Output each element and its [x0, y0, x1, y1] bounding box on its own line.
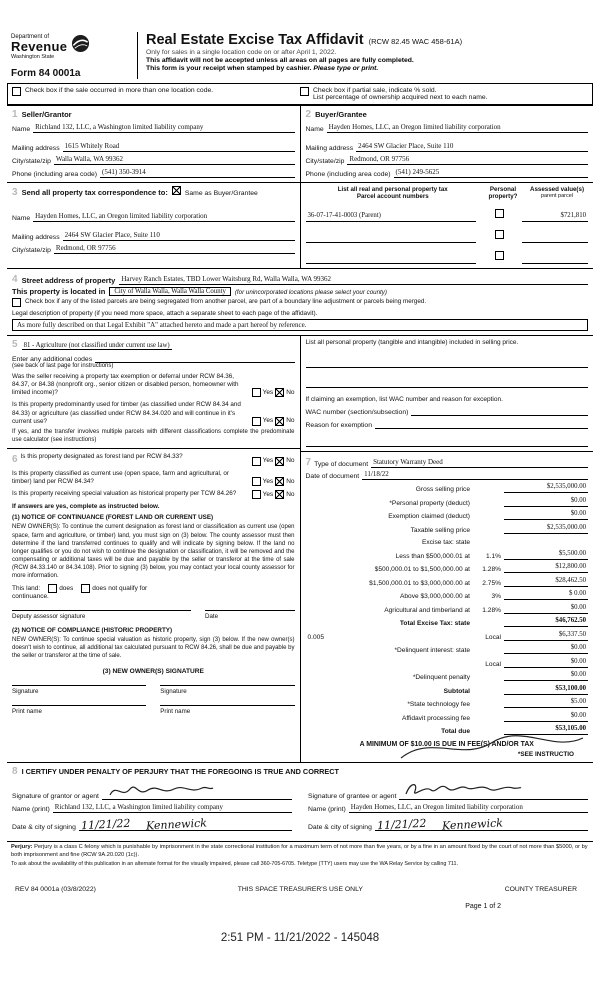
document-type-field[interactable]: Statutory Warranty Deed [371, 458, 588, 468]
minimum-fee-note: A MINIMUM OF $10.00 IS DUE IN FEE(S) AND/OR TAX [359, 741, 534, 749]
buyer-phone-field[interactable]: (541) 249-5625 [394, 168, 588, 178]
correspondence-name-field[interactable]: Hayden Homes, LLC, an Oregon limited liability corporation [33, 212, 294, 222]
buyer-name-field[interactable]: Hayden Homes, LLC, an Oregon limited liability corporation [327, 123, 588, 133]
tax-value-field [504, 537, 588, 546]
seller-csz-field[interactable]: Walla Walla, WA 99362 [54, 155, 295, 165]
compliance-body: NEW OWNER(S): To continue special valuation as historic property, sign (3) below. If the new owner(s) doesn't wish to continue, all additional tax calculated pursuant to RCW 84.26, shall be due and payable by the seller or transferor at the time of sale. [12, 637, 295, 660]
personal-property-section [301, 336, 594, 451]
grantor-signature-line[interactable] [102, 785, 292, 800]
buyer-section [301, 106, 594, 182]
tax-value-field[interactable]: $53,100.00 [504, 685, 588, 695]
exemption-claim-label: If claiming an exemption, list WAC number and reason for exception. [305, 395, 503, 403]
tax-value-field[interactable]: $2,535,000.00 [504, 483, 588, 493]
forest-question-1: 6 Is this property designated as forest land per RCW 84.33? Yes No [12, 453, 295, 466]
grantor-date-label: Date & city of signing [12, 824, 76, 832]
forest-question-2: Is this property classified as current use (open space, farm and agricultural, or timber) land per RCW 84.34? Yes No [12, 470, 295, 486]
tax-row: Agricultural and timberland at 1.28% $0.00 [384, 603, 586, 614]
additional-codes-label: Enter any additional codes [12, 355, 93, 363]
agency-block [7, 32, 137, 79]
owner-printname-row: Print name Print name [12, 705, 295, 715]
treasurer-space-label: THIS SPACE TREASURER'S USE ONLY [237, 886, 363, 894]
owner-printname-line[interactable] [160, 705, 294, 707]
owner-signature-line[interactable] [160, 685, 294, 687]
grantee-signature [403, 779, 523, 801]
grantee-certification [308, 782, 588, 831]
personal-property-checkbox[interactable] [495, 209, 504, 218]
seller-mailing-label: Mailing address [12, 145, 60, 152]
owner-signature-line[interactable] [12, 685, 146, 687]
tax-row: $500,000.01 to $1,500,000.00 at 1.28% $12,800.00 [374, 563, 586, 574]
street-address-field[interactable]: Harvey Ranch Estates, TBD Lower Waitsburg Rd, Walla Walla, WA 99362 [119, 275, 588, 285]
seller-heading: Seller/Grantor [21, 110, 72, 119]
alternate-format-note: To ask about the availability of this publication in an alternate format for the visually impaired, please call 360-705-6705. Teletype (TTY) users may use the WA Relay Service by calling 711. [11, 860, 458, 867]
revenue-logo-icon [71, 34, 90, 53]
grantee-date-label: Date & city of signing [308, 824, 372, 832]
tax-value-field[interactable]: $5.00 [504, 698, 588, 708]
tax-row: *Delinquent interest: state $0.00 [394, 644, 586, 655]
county-treasurer-label: COUNTY TREASURER [504, 886, 577, 894]
q1-yes-checkbox[interactable] [252, 388, 261, 397]
header-note-2: This affidavit will not be accepted unless all areas on all pages are fully completed. [146, 57, 414, 64]
correspondence-mailing-field[interactable]: 2464 SW Glacier Place, Suite 110 [63, 231, 295, 241]
title-block [137, 32, 593, 79]
correspondence-heading: Send all property tax correspondence to: [21, 188, 168, 197]
tax-row: Exemption claimed (deduct) $0.00 [388, 510, 586, 521]
tax-row: $1,500,000.01 to $3,000,000.00 at 2.75% $28,462.50 [369, 576, 586, 587]
grantee-signature-line[interactable] [399, 785, 588, 800]
parcel-table [301, 183, 594, 268]
print-timestamp: 2:51 PM - 11/21/2022 - 145048 [220, 932, 380, 945]
grantor-certification [12, 782, 292, 831]
section-3-number: 3 [12, 187, 18, 198]
buyer-name-label: Name [305, 126, 324, 133]
tax-row: Taxable selling price $2,535,000.00 [410, 523, 586, 534]
if-yes-note: If answers are yes, complete as instructed below. [12, 503, 160, 511]
land-qualify-row: This land: does does not qualify for [12, 585, 148, 593]
washington-state-label: Washington State [11, 54, 55, 60]
document-date-field[interactable]: 11/18/22 [362, 470, 588, 480]
document-date-label: Date of document [305, 472, 360, 480]
parcel-row [306, 225, 589, 243]
multiple-parcels-note: If yes, and the transfer involves multiple parcels with different classifications complete the predominate use calculator (see instructions) [12, 428, 295, 443]
forest-question-3: Is this property receiving special valuation as historical property per TCW 84.26? Yes No [12, 490, 295, 498]
tax-value-field[interactable]: $ 0.00 [504, 590, 588, 600]
tax-row: Local $0.00 [485, 657, 586, 668]
buyer-mailing-label: Mailing address [305, 145, 354, 152]
tax-value-field[interactable]: $0.00 [504, 604, 588, 614]
personal-property-line[interactable] [306, 378, 589, 388]
seller-name-label: Name [12, 126, 31, 133]
reason-exemption-label: Reason for exemption [305, 421, 372, 429]
tax-value-field[interactable]: $0.00 [504, 510, 588, 520]
timber-question: Is this property predominantly used for timber (as classified under RCW 84.34 and 84.33) or agriculture (as classified under RCW 84.34.020 and will continue in it's current use? Yes No [12, 401, 295, 425]
reason-exemption-field[interactable] [375, 419, 588, 429]
parcel-number-field[interactable]: 36-07-17-41-0003 (Parent) [306, 212, 477, 222]
parcel-column-header: List all real and personal property tax Parcel account numbers [337, 186, 448, 201]
tax-value-field[interactable]: $2,535,000.00 [504, 524, 588, 534]
revenue-label: Revenue [11, 39, 68, 54]
parcel-number-field[interactable] [306, 233, 477, 243]
continuance-word: continuance. [12, 593, 49, 601]
personal-property-column-header: Personal property? [488, 186, 518, 201]
parcel-row [306, 204, 589, 222]
seller-phone-label: Phone (including area code) [12, 171, 98, 178]
form-header [7, 32, 593, 79]
tax-row: Gross selling price $2,535,000.00 [415, 483, 586, 494]
forest-q1-no-checkbox[interactable] [275, 457, 284, 466]
footer-row [7, 886, 593, 893]
deputy-signature-label: Deputy assessor signature [12, 613, 86, 621]
perjury-lead: Perjury: [11, 844, 33, 851]
q1-no-checkbox[interactable] [275, 388, 284, 397]
compliance-title: (2) NOTICE OF COMPLIANCE (HISTORIC PROPERTY) [12, 627, 173, 635]
reason-exemption-line[interactable] [306, 437, 589, 447]
buyer-csz-label: City/state/zip [305, 158, 345, 165]
certification-section [7, 762, 593, 836]
main-columns [7, 335, 593, 763]
section-5-number: 5 [12, 338, 18, 350]
buyer-heading: Buyer/Grantee [315, 110, 367, 119]
tax-value-field[interactable]: $46,762.50 [504, 617, 588, 627]
wac-number-label: WAC number (section/subsection) [305, 408, 409, 416]
buyer-csz-field[interactable]: Redmond, OR 97756 [347, 155, 588, 165]
section-6-number: 6 [12, 454, 18, 466]
deputy-date-label: Date [205, 613, 219, 621]
seller-phone-field[interactable]: (541) 350-3914 [100, 168, 294, 178]
tax-value-field[interactable]: $53,105.00 [504, 725, 588, 735]
forest-q1-yes-checkbox[interactable] [252, 457, 261, 466]
multiple-location-checkbox[interactable] [12, 87, 21, 96]
tax-value-field[interactable]: $0.00 [504, 671, 588, 681]
land-does-not-checkbox[interactable] [81, 584, 90, 593]
section-1-number: 1 [12, 109, 18, 120]
tax-row: Affidavit processing fee $0.00 [401, 711, 586, 722]
buyer-phone-label: Phone (including area code) [305, 171, 391, 178]
correspondence-mailing-label: Mailing address [12, 234, 60, 241]
page-number: Page 1 of 2 [465, 903, 501, 911]
perjury-body: Perjury is a class C felony which is punishable by imprisonment in the state correctional institution for a maximum term of not more than five years, or by a fine in an amount fixed by the court of not more than $5000, or by both imprisonment and fine (RCW 9A.20.020 (1c)). [11, 844, 588, 859]
assessed-value-field[interactable]: $721,810 [522, 212, 588, 222]
tax-row: Less than $500,000.01 at 1.1% $5,500.00 [395, 549, 586, 560]
q2-no-checkbox[interactable] [275, 417, 284, 426]
tax-value-field[interactable]: $0.00 [504, 658, 588, 668]
legal-description-label: Legal description of property (if you need more space, attach a separate sheet to each page of the affidavit). [12, 309, 318, 317]
personal-property-checkbox[interactable] [495, 230, 504, 239]
seller-mailing-field[interactable]: 1615 Whitely Road [63, 142, 295, 152]
grantee-date-handwriting: 11/21/22 [376, 817, 427, 833]
affidavit-page [7, 0, 593, 944]
forest-land-section [7, 449, 300, 719]
grantor-city-handwriting: Kennewick [145, 816, 208, 833]
tax-value-field[interactable]: $12,800.00 [504, 563, 588, 573]
rev-number: REV 84 0001a (03/8/2022) [15, 886, 96, 894]
segregated-label: Check box if any of the listed parcels are being segregated from another parcel, are part of a boundary line adjustment or parcels being merged. [25, 297, 427, 305]
assessed-value-field[interactable] [522, 254, 588, 264]
page-title: Real Estate Excise Tax Affidavit [146, 32, 364, 48]
dept-of-label: Department of [11, 34, 50, 40]
tax-row: *Delinquent penalty $0.00 [412, 671, 586, 682]
assessed-value-column-header: Assessed value(s) parent parcel [526, 186, 588, 201]
grantor-signature-label: Signature of grantor or agent [12, 793, 99, 801]
owner-signature-row: Signature Signature [12, 685, 295, 695]
parties-section [7, 105, 593, 182]
tax-row: Total Excise Tax: state $46,762.50 [399, 617, 586, 628]
top-options-band [7, 83, 593, 105]
parcel-row [306, 246, 589, 264]
grantee-city-handwriting: Kennewick [441, 816, 504, 833]
section-2-number: 2 [305, 109, 312, 120]
parcel-number-field[interactable] [306, 254, 477, 264]
land-use-code-field[interactable]: 81 - Agriculture (not classified under current use law) [23, 341, 170, 349]
forest-q2-no-checkbox[interactable] [275, 477, 284, 486]
same-as-buyer-checkbox[interactable] [172, 186, 181, 195]
certification-title: I CERTIFY UNDER PENALTY OF PERJURY THAT THE FOREGOING IS TRUE AND CORRECT [21, 767, 339, 777]
segregated-checkbox[interactable] [12, 298, 21, 307]
street-address-label: Street address of property [21, 275, 116, 285]
document-type-label: Type of document [314, 460, 369, 468]
seller-csz-label: City/state/zip [12, 158, 51, 165]
tax-value-field[interactable]: $0.00 [504, 497, 588, 507]
forest-q3-no-checkbox[interactable] [275, 490, 284, 499]
tax-computation-section [301, 452, 594, 763]
header-note-1: Only for sales in a single location code on or after April 1, 2022. [146, 49, 337, 56]
owner-printname-line[interactable] [12, 705, 146, 707]
deputy-date-line[interactable] [205, 610, 295, 612]
header-note-3: This form is your receipt when stamped by cashier. Please type or print. [146, 65, 379, 72]
correspondence-csz-label: City/state/zip [12, 247, 51, 254]
wac-number-field[interactable] [411, 406, 588, 416]
grantor-name-field[interactable]: Richland 132, LLC, a Washington limited liability company [53, 803, 292, 813]
tax-row: Excise tax: state [306, 537, 589, 546]
new-owner-signature-title: (3) NEW OWNER(S) SIGNATURE [102, 668, 204, 676]
legal-description-field[interactable]: As more fully described on that Legal Exhibit "A" attached hereto and made a part hereof by reference. [12, 319, 588, 331]
forest-q2-yes-checkbox[interactable] [252, 477, 261, 486]
section-4-number: 4 [12, 273, 18, 285]
buyer-mailing-field[interactable]: 2464 SW Glacier Place, Suite 110 [356, 142, 588, 152]
section-8-number: 8 [12, 766, 18, 778]
same-as-buyer-label: Same as Buyer/Grantee [184, 190, 258, 197]
tax-value-field[interactable]: $0.00 [504, 712, 588, 722]
continuance-title: (1) NOTICE OF CONTINUANCE (FOREST LAND OR CURRENT USE) [12, 514, 214, 522]
multiple-location-label: Check box if the sale occurred in more than one location code. [25, 87, 214, 94]
seller-section [7, 106, 301, 182]
grantor-date-handwriting: 11/21/22 [80, 817, 131, 833]
located-in-label: This property is located in [12, 286, 106, 296]
deputy-signature-line[interactable] [12, 610, 191, 612]
tax-row: Above $3,000,000.00 at 3% $ 0.00 [399, 590, 586, 601]
personal-property-label: List all personal property (tangible and intangible) included in selling price. [305, 338, 519, 346]
personal-property-checkbox[interactable] [495, 251, 504, 260]
tax-row: Total due $53,105.00 [441, 725, 586, 736]
tax-row: *Personal property (deduct) $0.00 [389, 496, 586, 507]
tax-row: Subtotal $53,100.00 [443, 684, 586, 695]
section-7-number: 7 [305, 456, 312, 468]
tax-value-field[interactable]: $5,500.00 [504, 550, 588, 560]
grantee-name-field[interactable]: Hayden Homes, LLC, an Oregon limited liability corporation [349, 803, 588, 813]
additional-codes-note: (see back of last page for instructions) [12, 362, 114, 369]
correspondence-section [7, 183, 301, 268]
located-in-note: (for unincorporated locations please select your county) [234, 288, 387, 296]
grantor-signature [106, 781, 216, 801]
continuance-body: NEW OWNER(S): To continue the current designation as forest land or classification as current use (open space, farm and agriculture, or timber) land, you must sign on (3) below. The county assessor must then determine if the land transferred continues to qualify and will indicate by signing below. If the land no longer qualifies or you do not wish to continue the designation or classification, it will be removed and the compensating or additional taxes will be due and payable by the seller or transferor at the time of sale (RCW 84.33.140 or 84.34.108). Prior to signing (3) below, you may contact your local county assessor for more information. [12, 524, 295, 579]
grantee-date-field[interactable] [375, 816, 588, 831]
grantee-signature-label: Signature of grantee or agent [308, 793, 397, 801]
grantee-name-label: Name (print) [308, 806, 346, 814]
correspondence-name-label: Name [12, 215, 31, 222]
property-location-section [7, 268, 593, 335]
grantor-name-label: Name (print) [12, 806, 50, 814]
tax-value-field[interactable]: $28,462.50 [504, 577, 588, 587]
see-instructions-note: *SEE INSTRUCTIO [517, 751, 574, 759]
perjury-notice [7, 841, 593, 870]
land-does-checkbox[interactable] [48, 584, 57, 593]
grantor-date-field[interactable] [79, 816, 292, 831]
assessed-value-field[interactable] [522, 233, 588, 243]
tax-row: 0.005 Local $6,337.50 [307, 630, 586, 641]
personal-property-line[interactable] [306, 358, 589, 368]
rcw-reference: (RCW 82.45 WAC 458-61A) [368, 37, 463, 46]
deputy-signature-row [12, 610, 295, 620]
located-in-field[interactable]: City of Walla Walla, Walla Walla County [109, 287, 231, 296]
correspondence-parcel-section [7, 182, 593, 268]
tax-value-field[interactable]: $0.00 [504, 644, 588, 654]
exemption-question: Was the seller receiving a property tax exemption or deferral under RCW 84.36, 84.37, or 84.38 (nonprofit org., senior citizen or disabled person, homeowner with limited income)? Yes No [12, 372, 295, 397]
partial-sale-label: Check box if partial sale, indicate % sold. List percentage of ownership acquired next to each name. [313, 87, 488, 101]
forest-q3-yes-checkbox[interactable] [252, 490, 261, 499]
additional-codes-field[interactable] [95, 353, 294, 363]
seller-name-field[interactable]: Richland 132, LLC, a Washington limited liability company [33, 123, 294, 133]
tax-value-field[interactable]: $6,337.50 [504, 631, 588, 641]
parent-parcel-note: parent parcel [540, 193, 574, 200]
tax-row: *State technology fee $5.00 [407, 698, 586, 709]
form-number: Form 84 0001a [11, 68, 81, 79]
use-code-section [7, 336, 300, 448]
q2-yes-checkbox[interactable] [252, 417, 261, 426]
correspondence-csz-field[interactable]: Redmond, OR 97756 [54, 244, 295, 254]
partial-sale-checkbox[interactable] [300, 87, 309, 96]
